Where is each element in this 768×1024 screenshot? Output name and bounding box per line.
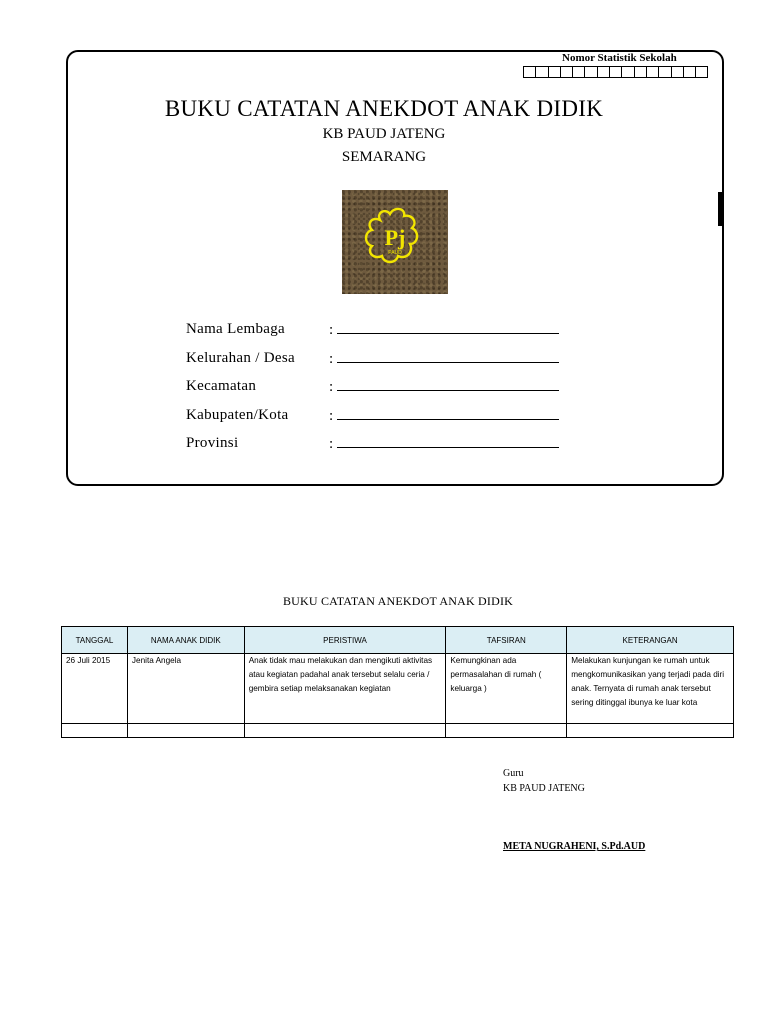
nomor-statistik-box[interactable]	[683, 66, 696, 78]
table-row	[62, 654, 734, 724]
cover-title: BUKU CATATAN ANEKDOT ANAK DIDIK	[164, 96, 604, 121]
field-value-nama-lembaga[interactable]: :	[329, 321, 559, 339]
field-label-kelurahan: Kelurahan / Desa	[186, 350, 295, 366]
nomor-statistik-box[interactable]	[523, 66, 536, 78]
record-title: BUKU CATATAN ANEKDOT ANAK DIDIK	[282, 594, 514, 608]
nomor-statistik-box[interactable]	[671, 66, 684, 78]
signature-name: META NUGRAHENI, S.Pd.AUD	[503, 841, 646, 852]
field-label-nama-lembaga: Nama Lembaga	[186, 321, 285, 337]
column-header-peristiwa: PERISTIWA	[244, 627, 446, 654]
cell-tanggal: 26 Juli 2015	[62, 654, 128, 724]
nomor-statistik-boxes	[523, 66, 708, 78]
field-value-kecamatan[interactable]: :	[329, 378, 559, 396]
nomor-statistik-box[interactable]	[609, 66, 622, 78]
nomor-statistik-box[interactable]	[634, 66, 647, 78]
nomor-statistik-box[interactable]	[597, 66, 610, 78]
signature-org: KB PAUD JATENG	[503, 783, 585, 794]
field-label-kabupaten: Kabupaten/Kota	[186, 407, 289, 423]
table-row-empty	[62, 724, 734, 738]
field-value-provinsi[interactable]: :	[329, 435, 559, 453]
column-header-nama: NAMA ANAK DIDIK	[127, 627, 244, 654]
nomor-statistik-box[interactable]	[572, 66, 585, 78]
nomor-statistik-box[interactable]	[695, 66, 708, 78]
column-header-tafsiran: TAFSIRAN	[446, 627, 567, 654]
field-label-provinsi: Provinsi	[186, 435, 239, 451]
paud-logo	[342, 190, 448, 294]
nomor-statistik-box[interactable]	[548, 66, 561, 78]
card-edge-mark	[718, 192, 722, 226]
logo-small-text: PAUD	[388, 250, 402, 256]
empty-cell[interactable]	[62, 724, 128, 738]
nomor-statistik-box[interactable]	[535, 66, 548, 78]
nomor-statistik-box[interactable]	[646, 66, 659, 78]
cell-keterangan: Melakukan kunjungan ke rumah untuk mengkomunikasikan yang terjadi pada diri anak. Ternyata di rumah anak tersebut sering ditinggal ibunya ke luar kota	[567, 654, 734, 724]
nomor-statistik-label: Nomor Statistik Sekolah	[562, 52, 677, 64]
signature-role: Guru	[503, 768, 524, 779]
cell-tafsiran: Kemungkinan ada permasalahan di rumah ( keluarga )	[446, 654, 567, 724]
nomor-statistik-box[interactable]	[560, 66, 573, 78]
cover-subtitle-city: SEMARANG	[341, 149, 427, 165]
field-label-kecamatan: Kecamatan	[186, 378, 257, 394]
cell-peristiwa: Anak tidak mau melakukan dan mengikuti aktivitas atau kegiatan padahal anak tersebut selalu ceria / gembira setiap melaksanakan kegiatan	[244, 654, 446, 724]
cover-subtitle-org: KB PAUD JATENG	[322, 126, 446, 142]
column-header-tanggal: TANGGAL	[62, 627, 128, 654]
logo-monogram: Pj	[384, 225, 406, 250]
field-value-kabupaten[interactable]: :	[329, 407, 559, 425]
column-header-keterangan: KETERANGAN	[567, 627, 734, 654]
empty-cell[interactable]	[244, 724, 446, 738]
cell-nama: Jenita Angela	[127, 654, 244, 724]
empty-cell[interactable]	[446, 724, 567, 738]
field-value-kelurahan[interactable]: :	[329, 350, 559, 368]
anekdot-table	[61, 626, 734, 738]
empty-cell[interactable]	[127, 724, 244, 738]
empty-cell[interactable]	[567, 724, 734, 738]
nomor-statistik-box[interactable]	[658, 66, 671, 78]
table-header-row	[62, 627, 734, 654]
nomor-statistik-box[interactable]	[621, 66, 634, 78]
nomor-statistik-box[interactable]	[584, 66, 597, 78]
